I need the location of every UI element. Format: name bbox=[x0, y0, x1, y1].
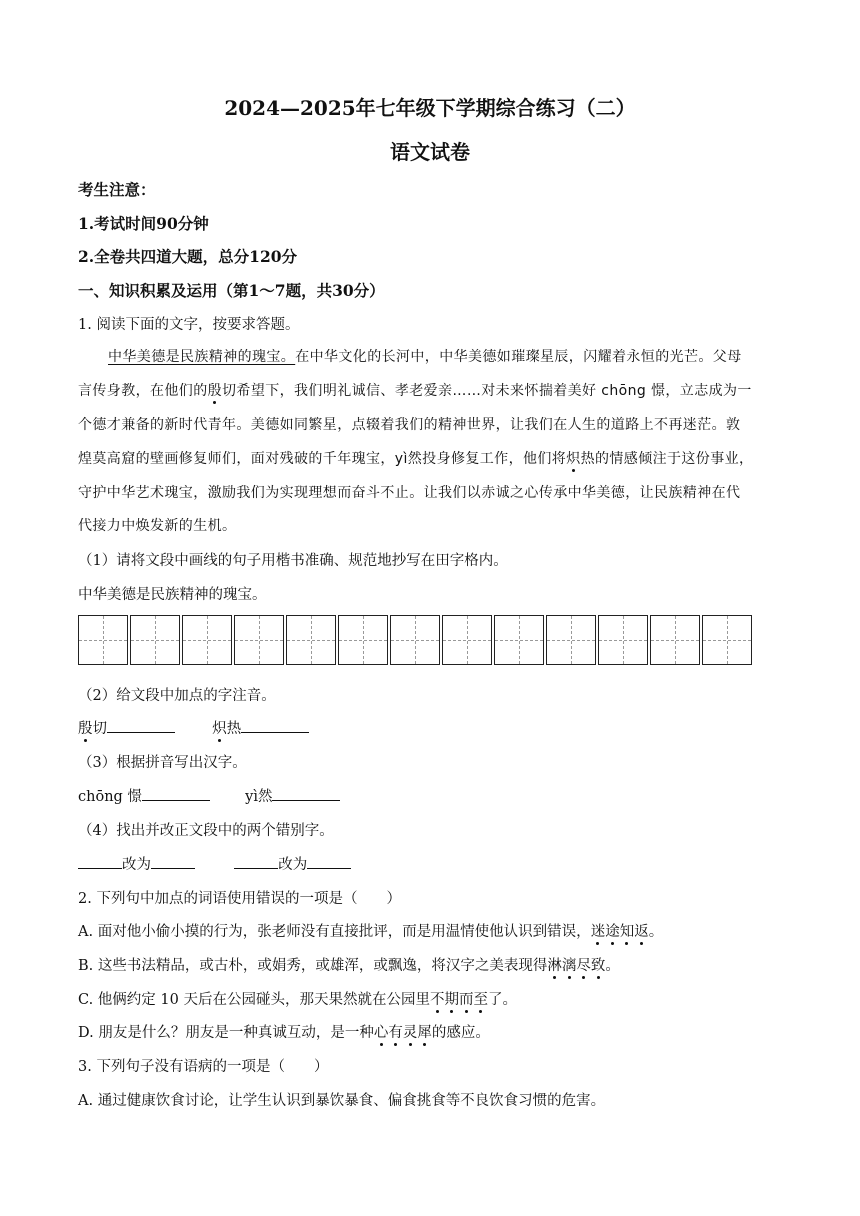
grid-cell[interactable] bbox=[338, 615, 388, 665]
section-1-heading: 一、知识积累及运用（第1～7题，共30分） bbox=[78, 281, 385, 300]
answer-blank[interactable] bbox=[142, 786, 210, 801]
answer-blank[interactable] bbox=[234, 854, 278, 869]
q1-sub2: （2）给文段中加点的字注音。 bbox=[78, 688, 276, 704]
passage-line-3: 个德才兼备的新时代青年。美德如同繁星，点辍着我们的精神世界，让我们在人生的道路上不再迷茫。敦 bbox=[78, 417, 741, 433]
notice-heading: 考生注意： bbox=[78, 180, 156, 199]
tianzige-grid[interactable] bbox=[78, 615, 754, 665]
q1-stem: 1. 阅读下面的文字，按要求答题。 bbox=[78, 317, 300, 333]
dotted-char: 灵 bbox=[402, 1025, 418, 1041]
grid-cell[interactable] bbox=[78, 615, 128, 665]
dotted-char: 淋 bbox=[547, 958, 562, 974]
q3-option-a[interactable]: A. 通过健康饮食讨论，让学生认识到暴饮暴食、偏食挑食等不良饮食习惯的危害。 bbox=[78, 1093, 606, 1109]
q1-sub3-answers: chōng 憬 yì然 bbox=[78, 785, 340, 806]
passage-line-2: 言传身教，在他们的殷切希望下，我们明礼诚信、孝老爱亲……对未来怀揣着美好 chōng 憬，立志成为一 bbox=[78, 383, 752, 399]
dotted-char: 炽 bbox=[566, 451, 581, 467]
grid-cell[interactable] bbox=[442, 615, 492, 665]
q2-stem: 2. 下列句中加点的词语使用错误的一项是（ ） bbox=[78, 891, 401, 907]
grid-cell[interactable] bbox=[286, 615, 336, 665]
dotted-char: 有 bbox=[388, 1025, 403, 1041]
dotted-word bbox=[430, 992, 488, 1008]
answer-blank[interactable] bbox=[107, 718, 175, 733]
q1-sub1: （1）请将文段中画线的句子用楷书准确、规范地抄写在田字格内。 bbox=[78, 553, 508, 569]
dotted-word bbox=[547, 958, 605, 974]
grid-cell[interactable] bbox=[390, 615, 440, 665]
passage-line-1: 中华美德是民族精神的瑰宝。在中华文化的长河中，中华美德如璀璨星辰，闪耀着永恒的光芒。父母 bbox=[108, 349, 742, 365]
dotted-word bbox=[591, 924, 649, 940]
passage-line-4: 煌莫高窟的壁画修复师们，面对残破的千年瑰宝，yì然投身修复工作，他们将炽热的情感倾注于这份事业， bbox=[78, 451, 754, 467]
q1-sub4-answers: 改为 改为 bbox=[78, 853, 351, 874]
q2-option-c[interactable]: C. 他俩约定 10 天后在公园碰头，那天果然就在公园里不期而至了。 bbox=[78, 992, 517, 1008]
q2-option-b[interactable]: B. 这些书法精品，或古朴，或娟秀，或雄浑，或飘逸，将汉字之美表现得淋漓尽致。 bbox=[78, 958, 620, 974]
dotted-char: 期 bbox=[444, 992, 459, 1008]
notice-item-2: 2.全卷共四道大题，总分120分 bbox=[78, 247, 298, 266]
dotted-char: 漓 bbox=[561, 958, 577, 974]
dotted-char: 返 bbox=[634, 924, 649, 940]
dotted-char: 而 bbox=[458, 992, 474, 1008]
passage-line-6: 代接力中焕发新的生机。 bbox=[78, 518, 237, 534]
grid-cell[interactable] bbox=[130, 615, 180, 665]
answer-blank[interactable] bbox=[307, 854, 351, 869]
q1-sub1-sentence: 中华美德是民族精神的瑰宝。 bbox=[78, 587, 267, 603]
dotted-word bbox=[374, 1025, 432, 1041]
dotted-char: 致 bbox=[590, 958, 606, 974]
q2-option-a[interactable]: A. 面对他小偷小摸的行为，张老师没有直接批评，而是用温情使他认识到错误，迷途知返。 bbox=[78, 924, 664, 940]
exam-title: 2024—2025年七年级下学期综合练习（二） bbox=[224, 96, 636, 120]
q2-option-d[interactable]: D. 朋友是什么？朋友是一种真诚互动，是一种心有灵犀的感应。 bbox=[78, 1025, 490, 1041]
grid-cell[interactable] bbox=[494, 615, 544, 665]
q1-sub4: （4）找出并改正文段中的两个错别字。 bbox=[78, 823, 334, 839]
answer-blank[interactable] bbox=[151, 854, 195, 869]
answer-blank[interactable] bbox=[241, 718, 309, 733]
grid-cell[interactable] bbox=[650, 615, 700, 665]
answer-blank[interactable] bbox=[78, 854, 122, 869]
exam-subtitle: 语文试卷 bbox=[390, 140, 470, 164]
grid-cell[interactable] bbox=[702, 615, 752, 665]
dotted-char: 犀 bbox=[417, 1025, 432, 1041]
q1-sub3: （3）根据拼音写出汉字。 bbox=[78, 755, 247, 771]
q3-stem: 3. 下列句子没有语病的一项是（ ） bbox=[78, 1059, 329, 1075]
dotted-char: 至 bbox=[473, 992, 488, 1008]
dotted-char: 知 bbox=[619, 924, 635, 940]
dotted-char: 途 bbox=[605, 924, 620, 940]
dotted-char: 不 bbox=[429, 992, 445, 1008]
answer-blank[interactable] bbox=[272, 786, 340, 801]
grid-cell[interactable] bbox=[182, 615, 232, 665]
dotted-char: 殷 bbox=[207, 383, 223, 399]
dotted-char: 尽 bbox=[576, 958, 591, 974]
dotted-char: 心 bbox=[373, 1025, 389, 1041]
passage-line-5: 守护中华艺术瑰宝，激励我们为实现理想而奋斗不止。让我们以赤诚之心传承中华美德，让民族精神在代 bbox=[78, 485, 741, 501]
q1-sub2-answers: 殷切 炽热 bbox=[78, 717, 309, 738]
dotted-char: 迷 bbox=[590, 924, 606, 940]
grid-cell[interactable] bbox=[546, 615, 596, 665]
grid-cell[interactable] bbox=[234, 615, 284, 665]
notice-item-1: 1.考试时间90分钟 bbox=[78, 214, 209, 233]
underlined-sentence: 中华美德是民族精神的瑰宝。 bbox=[108, 349, 296, 365]
grid-cell[interactable] bbox=[598, 615, 648, 665]
